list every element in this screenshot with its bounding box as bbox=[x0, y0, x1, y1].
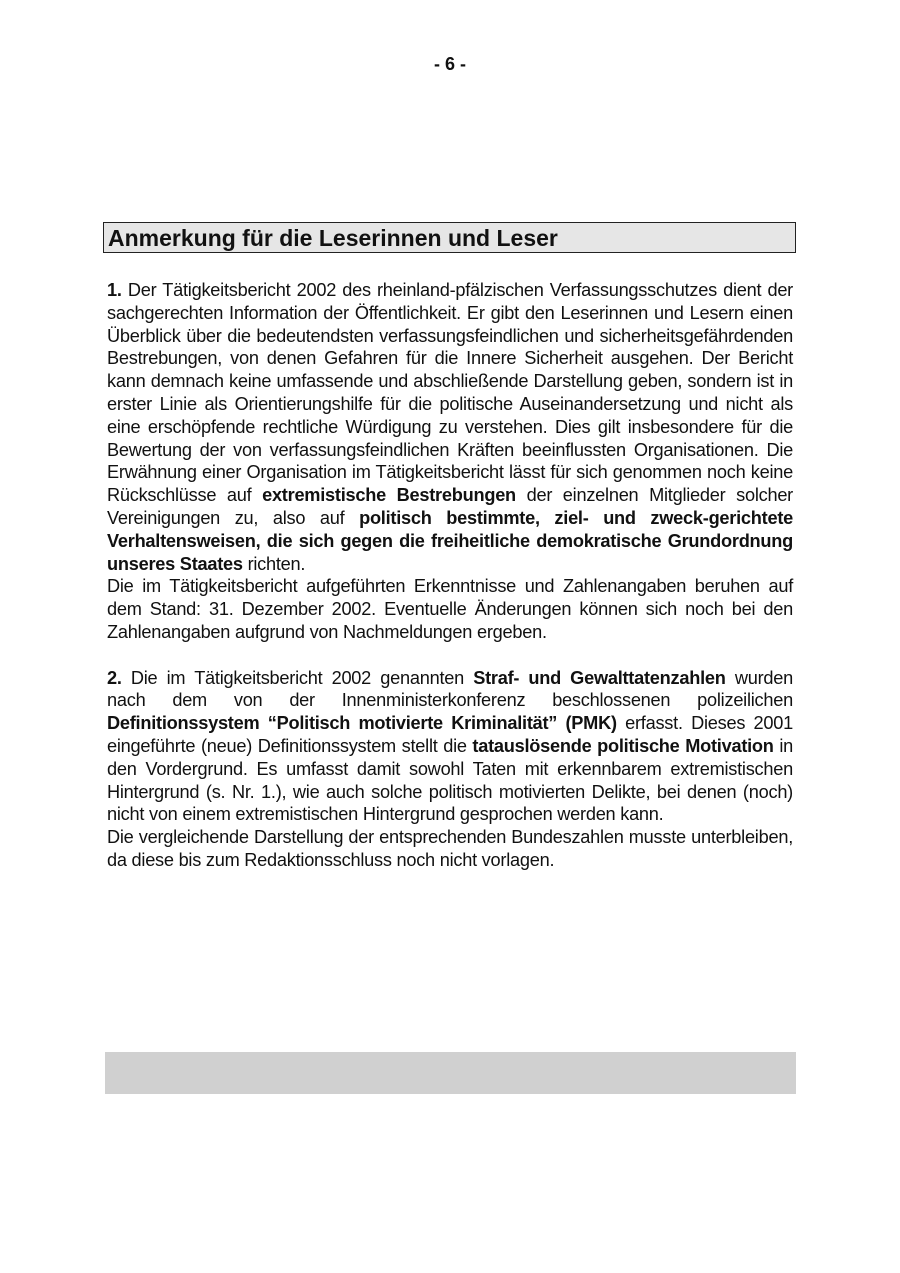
paragraph-1-stand: Die im Tätigkeitsbericht aufgeführten Erkenntnisse und Zahlenangaben beruhen auf dem Stand: 31. Dezember 2002. Eventuelle Änderungen können sich noch bei den Zahlenangaben aufgrund von Nachmeldungen ergeben. bbox=[107, 576, 793, 642]
bold-tatausloesende-motivation: tatauslösende politische Motivation bbox=[472, 735, 774, 756]
page-number: - 6 - bbox=[433, 54, 466, 74]
paragraph-1 bbox=[107, 279, 793, 575]
item-number-2: 2. bbox=[107, 667, 122, 688]
section-heading: Anmerkung für die Leserinnen und Leser bbox=[108, 225, 558, 251]
paragraph-2-text-b: wurden nach dem von der Innenministerkonferenz beschlossenen polizeilichen bbox=[107, 667, 793, 711]
paragraph-2-bundeszahlen: Die vergleichende Darstellung der entsprechenden Bundeszahlen musste unterbleiben, da diese bis zum Redaktionsschluss noch nicht vorlagen. bbox=[107, 827, 793, 870]
document-body bbox=[107, 279, 793, 872]
bold-definitionssystem-pmk: Definitionssystem “Politisch motivierte Kriminalität” (PMK) bbox=[107, 713, 617, 734]
item-number-1: 1. bbox=[107, 280, 122, 300]
paragraph-1-text-c: richten. bbox=[242, 553, 306, 574]
paragraph-2-text-d: in den Vordergrund. Es umfasst damit sowohl Taten mit erkennbarem extremistischen Hintergrund (s. Nr. 1.), wie auch solche politisch motivierten Delikte, bei denen (noch) nicht von einem extremistischen Hintergrund gesprochen werden kann. bbox=[107, 735, 793, 825]
section-heading-box bbox=[103, 222, 796, 253]
bold-verhaltensweisen: politisch bestimmte, ziel- und zweck-gerichtete Verhaltensweisen, die sich gegen die freiheitliche demokratische Grundordnung unseres Staates bbox=[107, 507, 793, 574]
paragraph-1-text-a: Der Tätigkeitsbericht 2002 des rheinland-pfälzischen Verfassungsschutzes dient der sachgerechten Information der Öffentlichkeit. Er gibt den Leserinnen und Lesern einen Überblick über die bedeutendsten verfassungsfeindlichen und sicherheitsgefährdenden Bestrebungen, von denen Gefahren für die Innere Sicherheit ausgehen. Der Bericht kann demnach keine umfassende und abschließende Darstellung geben, sondern ist in erster Linie als Orientierungshilfe für die politische Auseinandersetzung und nicht als eine erschöpfende rechtliche Würdigung zu verstehen. Dies gilt insbesondere für die Bewertung der von verfassungsfeindlichen Kräften beeinflussten Organisationen. Die Erwähnung einer Organisation im Tätigkeitsbericht lässt für sich genommen noch keine Rückschlüsse auf bbox=[107, 280, 793, 506]
bold-extremistische-bestrebungen: extremistische Bestrebungen bbox=[262, 485, 516, 506]
paragraph-1-text-b: der einzelnen Mitglieder solcher Vereinigungen zu, also auf bbox=[107, 485, 793, 528]
bold-straf-gewalttatenzahlen: Straf- und Gewalttatenzahlen bbox=[473, 667, 726, 688]
paragraph-2-text-a: Die im Tätigkeitsbericht 2002 genannten bbox=[121, 667, 474, 688]
footer-bar bbox=[105, 1052, 796, 1094]
paragraph-2-text-c: erfasst. Dieses 2001 eingeführte (neue) Definitionssystem stellt die bbox=[107, 713, 793, 756]
paragraph-2 bbox=[107, 667, 793, 827]
